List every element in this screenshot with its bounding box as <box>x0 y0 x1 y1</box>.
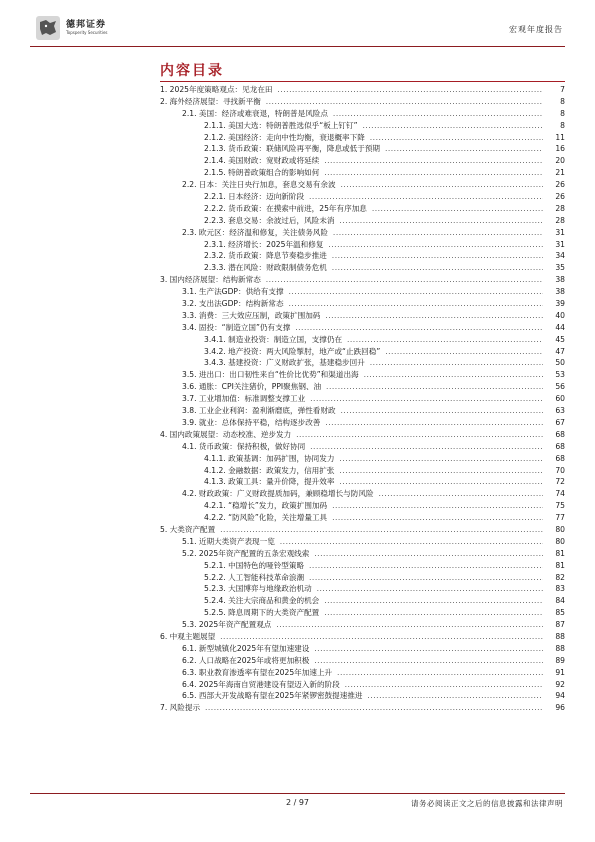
toc-entry[interactable] <box>160 381 565 393</box>
report-type: 宏观年度报告 <box>509 25 563 34</box>
legal-disclaimer: 请务必阅读正文之后的信息披露和法律声明 <box>411 799 563 808</box>
toc-entry-page: 81 <box>555 560 565 570</box>
toc-entry-label: 5.2.4. 关注大宗商品和黄金的机会 <box>204 596 320 606</box>
bull-logo-icon <box>36 16 60 40</box>
toc-entry-label: 5.2.1. 中国特色的哑铃型策略 <box>204 560 305 570</box>
toc-entry[interactable] <box>160 453 565 465</box>
toc-entry-label: 3.4.3. 基建投资：广义财政扩张，基建稳步回升 <box>204 358 365 368</box>
toc-entry-page: 88 <box>555 643 565 653</box>
toc-entry-page: 88 <box>555 631 565 641</box>
header-divider <box>30 46 565 47</box>
toc-entry[interactable] <box>160 310 565 322</box>
toc-entry-page: 11 <box>555 132 565 142</box>
toc-entry[interactable] <box>160 679 565 691</box>
toc-entry-label: 2.2.1. 日本经济：迈向新阶段 <box>204 192 305 202</box>
toc-entry-label: 3.8. 工业企业利润：盈利渐磨底，弹性看财政 <box>182 406 336 416</box>
toc-entry[interactable] <box>160 357 565 369</box>
toc-entry-label: 3.4.1. 制造业投资：制造立国，支撑仍在 <box>204 334 343 344</box>
toc-entry[interactable] <box>160 607 565 619</box>
toc-entry-label: 2.2.3. 套息交易：余波过后，风险未消 <box>204 215 335 225</box>
toc-entry-page: 35 <box>555 263 565 273</box>
toc-entry[interactable] <box>160 548 565 560</box>
toc-entry-label: 3.3. 消费：三大效应压制，政策扩围加码 <box>182 310 321 320</box>
toc-entry[interactable] <box>160 215 565 227</box>
toc-entry-page: 80 <box>555 524 565 534</box>
toc-entry-page: 92 <box>555 679 565 689</box>
toc-entry-page: 8 <box>560 96 565 106</box>
toc-entry-page: 89 <box>555 655 565 665</box>
toc-entry-page: 28 <box>555 203 565 213</box>
toc-entry-page: 80 <box>555 536 565 546</box>
toc-entry-page: 68 <box>555 441 565 451</box>
toc-entry-label: 2.1.5. 特朗普政策组合的影响如何 <box>204 168 320 178</box>
toc-entry-label: 3.1. 生产法GDP：供给有支撑 <box>182 287 284 297</box>
toc-entry-page: 45 <box>555 334 565 344</box>
toc-entry-label: 4.2.2. “防风险”化险，关注增量工具 <box>204 513 328 523</box>
toc-entry-label: 6.4. 2025年海南自贸港建设有望迈入新的阶段 <box>182 679 340 689</box>
toc-entry[interactable] <box>160 191 565 203</box>
toc-entry[interactable] <box>160 465 565 477</box>
toc-entry-page: 40 <box>555 310 565 320</box>
toc-entry[interactable] <box>160 429 565 441</box>
toc-entry[interactable] <box>160 334 565 346</box>
toc-entry-page: 72 <box>555 477 565 487</box>
toc-entry-label: 6. 中观主题展望 <box>160 631 216 641</box>
toc-entry[interactable] <box>160 298 565 310</box>
toc-entry-label: 4.1.2. 金融数据：政策发力，信用扩张 <box>204 465 335 475</box>
toc-entry-page: 38 <box>555 287 565 297</box>
toc-entry-page: 53 <box>555 370 565 380</box>
toc-entry[interactable] <box>160 583 565 595</box>
toc-title-divider <box>160 81 565 82</box>
toc-entry-page: 84 <box>555 596 565 606</box>
toc-entry-label: 2.1.2. 美国经济：走向中性均衡，衰退概率下降 <box>204 132 365 142</box>
toc-entry[interactable] <box>160 405 565 417</box>
footer-divider <box>30 793 565 794</box>
toc-entry[interactable] <box>160 346 565 358</box>
toc-entry-page: 81 <box>555 548 565 558</box>
toc-entry-label: 5.1. 近期大类资产表现一览 <box>182 536 275 546</box>
toc-entry[interactable] <box>160 84 565 96</box>
toc-entry[interactable] <box>160 488 565 500</box>
table-of-contents <box>160 84 565 714</box>
toc-entry[interactable] <box>160 286 565 298</box>
toc-entry[interactable] <box>160 393 565 405</box>
toc-entry[interactable] <box>160 120 565 132</box>
toc-entry[interactable] <box>160 560 565 572</box>
toc-entry-page: 50 <box>555 358 565 368</box>
toc-entry-label: 3.4.2. 地产投资：两大风险掣肘，地产或“止跌回稳” <box>204 346 381 356</box>
toc-entry-page: 31 <box>555 227 565 237</box>
toc-entry-page: 96 <box>555 703 565 713</box>
toc-entry[interactable] <box>160 167 565 179</box>
toc-entry[interactable] <box>160 667 565 679</box>
toc-entry-label: 6.5. 西部大开发战略有望在2025年紧锣密鼓提速推进 <box>182 691 363 701</box>
toc-entry-label: 3.4. 固投：“制造立国”仍有支撑 <box>182 322 291 332</box>
toc-entry-label: 3. 国内经济展望：结构新常态 <box>160 275 261 285</box>
toc-entry[interactable] <box>160 441 565 453</box>
toc-entry[interactable] <box>160 476 565 488</box>
toc-entry-label: 2.1.3. 货币政策：联储风险再平衡，降息或低于预期 <box>204 144 381 154</box>
toc-entry-page: 31 <box>555 239 565 249</box>
toc-entry-label: 3.5. 进出口：出口韧性来自“性价比优势”和渠道出海 <box>182 370 359 380</box>
toc-entry-page: 39 <box>555 299 565 309</box>
toc-entry-page: 8 <box>560 120 565 130</box>
toc-entry-page: 91 <box>555 667 565 677</box>
toc-entry[interactable] <box>160 595 565 607</box>
toc-entry-label: 6.1. 新型城镇化2025年有望加速建设 <box>182 643 310 653</box>
toc-entry[interactable] <box>160 155 565 167</box>
toc-entry-page: 82 <box>555 572 565 582</box>
toc-entry[interactable] <box>160 179 565 191</box>
toc-entry-page: 44 <box>555 322 565 332</box>
toc-entry-page: 70 <box>555 465 565 475</box>
toc-entry-page: 7 <box>560 85 565 94</box>
toc-entry-label: 2.1.1. 美国大选：特朗普胜选似乎“板上钉钉” <box>204 120 358 130</box>
toc-entry-page: 68 <box>555 429 565 439</box>
toc-entry[interactable] <box>160 369 565 381</box>
toc-entry-page: 85 <box>555 608 565 618</box>
toc-entry-page: 67 <box>555 417 565 427</box>
company-logo <box>36 16 60 40</box>
toc-entry-label: 4.1. 货币政策：保持积极，做好协同 <box>182 441 306 451</box>
toc-entry-page: 94 <box>555 691 565 701</box>
toc-entry-label: 3.7. 工业增加值：标准调整支撑工业 <box>182 394 306 404</box>
toc-entry-label: 2.2.2. 货币政策：在摸索中前进，25年有序加息 <box>204 203 367 213</box>
toc-entry-label: 5.3. 2025年资产配置观点 <box>182 620 272 630</box>
toc-entry-page: 83 <box>555 584 565 594</box>
toc-entry-label: 5.2. 2025年资产配置的五条宏观线索 <box>182 548 310 558</box>
toc-entry-label: 4.2. 财政政策：广义财政提质加码，兼顾稳增长与防风险 <box>182 489 374 499</box>
toc-entry[interactable] <box>160 250 565 262</box>
toc-entry[interactable] <box>160 132 565 144</box>
toc-entry-page: 34 <box>555 251 565 261</box>
toc-entry-label: 3.9. 就业：总体保持平稳，结构逐步改善 <box>182 417 321 427</box>
toc-entry-label: 5.2.5. 降息周期下的大类资产配置 <box>204 608 320 618</box>
toc-entry-label: 2.3.2. 货币政策：降息节奏稳步推进 <box>204 251 327 261</box>
toc-entry-label: 7. 风险提示 <box>160 703 201 713</box>
toc-entry[interactable] <box>160 262 565 274</box>
toc-entry[interactable] <box>160 631 565 643</box>
toc-entry[interactable] <box>160 690 565 702</box>
toc-entry-page: 68 <box>555 453 565 463</box>
toc-entry[interactable] <box>160 239 565 251</box>
toc-entry-label: 6.2. 人口战略在2025年或将更加积极 <box>182 655 310 665</box>
toc-entry-label: 3.6. 通胀：CPI关注猪价，PPI聚焦钢、油 <box>182 382 322 392</box>
toc-entry-page: 60 <box>555 394 565 404</box>
toc-entry-label: 2.1.4. 美国财政：宽财政或将延续 <box>204 156 320 166</box>
company-name-en: Topsperity Securities <box>66 30 108 35</box>
toc-entry-page: 21 <box>555 168 565 178</box>
toc-entry-label: 4.1.3. 政策工具：量升价降，提升效率 <box>204 477 335 487</box>
toc-entry-label: 3.2. 支出法GDP：结构新常态 <box>182 299 284 309</box>
toc-entry-page: 28 <box>555 215 565 225</box>
toc-entry[interactable] <box>160 417 565 429</box>
toc-entry-label: 4. 国内政策展望：动态校准、逆步发力 <box>160 429 292 439</box>
toc-entry-page: 38 <box>555 275 565 285</box>
toc-entry-label: 2.3.3. 潜在风险：财政限制债务危机 <box>204 263 327 273</box>
toc-entry-page: 87 <box>555 620 565 630</box>
toc-entry[interactable] <box>160 500 565 512</box>
toc-entry[interactable] <box>160 536 565 548</box>
toc-entry[interactable] <box>160 702 565 714</box>
toc-entry-label: 2.3. 欧元区：经济温和修复，关注债务风险 <box>182 227 328 237</box>
toc-entry-label: 2. 海外经济展望：寻找新平衡 <box>160 96 261 106</box>
toc-entry-label: 2.1. 美国：经济或难衰退，特朗普是风险点 <box>182 108 328 118</box>
toc-entry-page: 74 <box>555 489 565 499</box>
page-number: 2 / 97 <box>285 798 310 807</box>
toc-entry[interactable] <box>160 643 565 655</box>
toc-entry-page: 16 <box>555 144 565 154</box>
company-name-cn: 德邦证券 <box>66 20 107 30</box>
toc-entry-label: 2.3.1. 经济增长：2025年温和修复 <box>204 239 324 249</box>
toc-entry-page: 56 <box>555 382 565 392</box>
toc-entry[interactable] <box>160 572 565 584</box>
page-header <box>30 8 565 44</box>
toc-entry-page: 26 <box>555 192 565 202</box>
toc-entry-label: 5. 大类资产配置 <box>160 524 216 534</box>
toc-entry[interactable] <box>160 143 565 155</box>
toc-title: 内容目录 <box>160 63 224 79</box>
toc-entry-label: 4.2.1. “稳增长”发力，政策扩围加码 <box>204 501 328 511</box>
toc-entry-label: 5.2.3. 大国博弈与地缘政治机动 <box>204 584 312 594</box>
toc-entry[interactable] <box>160 512 565 524</box>
toc-entry[interactable] <box>160 524 565 536</box>
toc-entry[interactable] <box>160 203 565 215</box>
toc-entry-page: 20 <box>555 156 565 166</box>
toc-entry-page: 8 <box>560 108 565 118</box>
toc-entry-page: 47 <box>555 346 565 356</box>
toc-entry[interactable] <box>160 96 565 108</box>
toc-entry-page: 77 <box>555 513 565 523</box>
toc-entry-label: 6.3. 职业教育渗透率有望在2025年加速上升 <box>182 667 333 677</box>
toc-entry-page: 26 <box>555 180 565 190</box>
toc-entry-label: 2.2. 日本：关注日央行加息，套息交易有余波 <box>182 180 336 190</box>
toc-entry[interactable] <box>160 274 565 286</box>
toc-entry[interactable] <box>160 227 565 239</box>
toc-entry-page: 63 <box>555 406 565 416</box>
toc-entry-label: 1. 2025年度策略观点：见龙在田 <box>160 85 273 94</box>
toc-entry[interactable] <box>160 655 565 667</box>
toc-entry[interactable] <box>160 322 565 334</box>
toc-entry-label: 4.1.1. 政策基调：加码扩围，协同发力 <box>204 453 335 463</box>
toc-entry[interactable] <box>160 108 565 120</box>
toc-entry-page: 75 <box>555 501 565 511</box>
toc-entry-label: 5.2.2. 人工智能科技革命浪潮 <box>204 572 305 582</box>
toc-entry[interactable] <box>160 619 565 631</box>
